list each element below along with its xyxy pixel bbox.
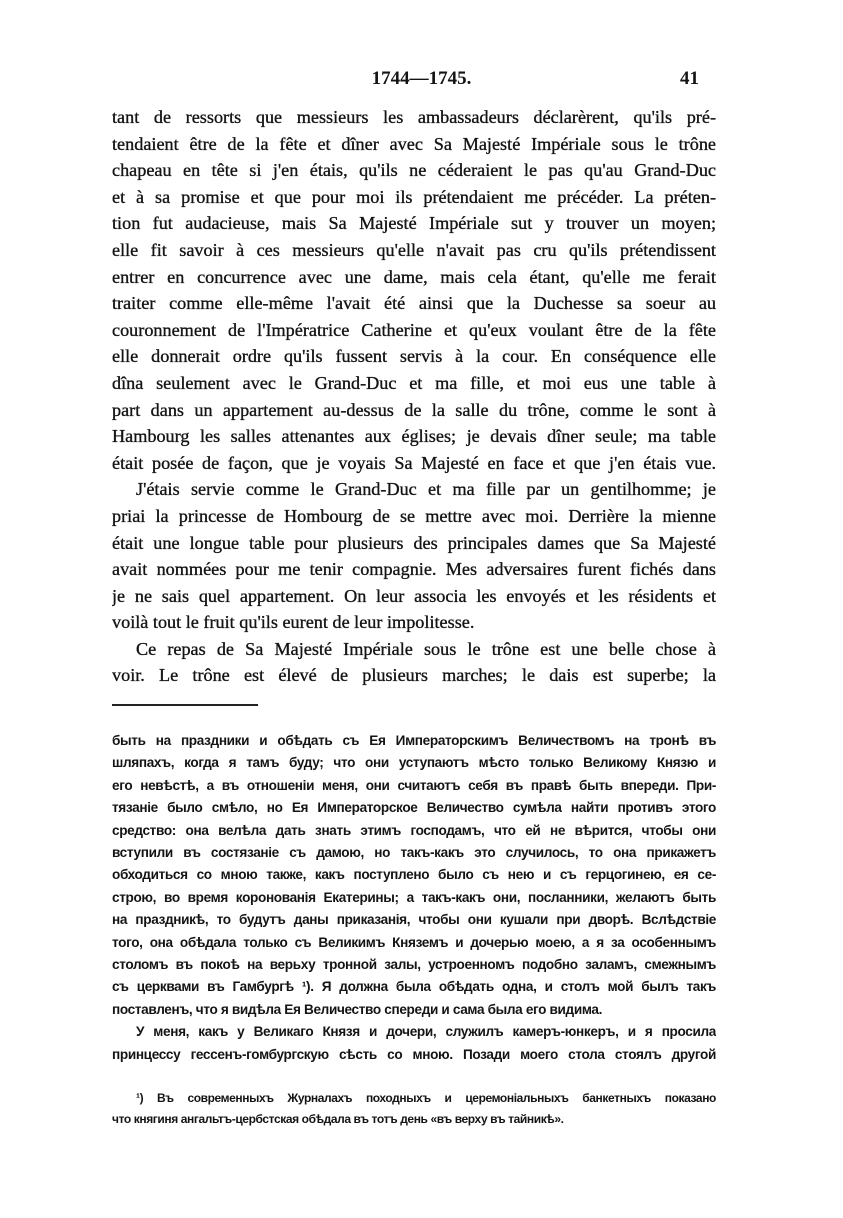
russian-line: шляпахъ, когда я тамъ буду; что они уступаютъ мѣсто только Великому Князю и	[112, 755, 716, 771]
french-line: était posée de façon, que je voyais Sa Majesté en face et que j'en étais vue.	[112, 452, 716, 473]
page-number: 41	[680, 68, 699, 89]
french-line: entrer en concurrence avec une dame, mais cela étant, qu'elle me ferait	[112, 266, 716, 287]
french-line: Hambourg les salles attenantes aux églises; je devais dîner seule; ma table	[112, 426, 716, 447]
french-line: chapeau en tête si j'en étais, qu'ils ne céderaient le pas qu'au Grand-Duc	[112, 160, 716, 181]
french-line: traiter comme elle-même l'avait été ainsi que la Duchesse sa soeur au	[112, 293, 716, 314]
russian-line: его невѣстѣ, а въ отношеніи меня, они считаютъ себя въ правѣ быть впереди. При-	[112, 777, 716, 793]
french-line: avait nommées pour me tenir compagnie. Mes adversaires furent fichés dans	[112, 559, 716, 580]
footnote-line: что княгиня ангальтъ-цербстская обѣдала въ тотъ день «въ верху въ тайникѣ».	[112, 1112, 564, 1126]
french-line: priai la princesse de Hombourg de se mettre avec moi. Derrière la mienne	[112, 505, 716, 526]
footnote	[112, 1088, 716, 1130]
russian-line: поставленъ, что я видѣла Ея Величество спереди и сама была его видима.	[112, 1001, 603, 1017]
russian-line: на праздникѣ, то будутъ даны приказанія, чтобы они кушали при дворѣ. Вслѣдствіе	[112, 912, 716, 928]
russian-translation	[112, 730, 716, 1066]
russian-line: средство: она велѣла дать знать этимъ господамъ, что ей не вѣрится, чтобы они	[112, 822, 716, 838]
french-text-body	[112, 104, 716, 689]
russian-line: тязаніе было смѣло, но Ея Императорское Величество сумѣла найти противъ этого	[112, 800, 716, 816]
russian-line: съ церквами въ Гамбургѣ ¹). Я должна была обѣдать одна, и столъ мой былъ такъ	[112, 979, 716, 995]
french-line: je ne sais quel appartement. On leur associa les envoyés et les résidents et	[112, 585, 716, 606]
russian-line: столомъ въ покоѣ на верьху тронной залы, устроенномъ подобно заламъ, смежнымъ	[112, 957, 716, 973]
french-line: elle donnerait ordre qu'ils fussent servis à la cour. En conséquence elle	[112, 346, 716, 367]
russian-line: обходиться со мною также, какъ поступлено было съ нею и съ герцогинею, ея се-	[112, 867, 716, 883]
russian-line: У меня, какъ у Великаго Князя и дочери, служилъ камеръ-юнкеръ, и я просила	[136, 1024, 716, 1040]
russian-line: быть на праздники и обѣдать съ Ея Императорскимъ Величествомъ на тронѣ въ	[112, 733, 716, 748]
footnote-line: ¹) Въ современныхъ Журналахъ походныхъ и церемоніальныхъ банкетныхъ показано	[136, 1091, 716, 1105]
french-line: dîna seulement avec le Grand-Duc et ma fille, et moi eus une table à	[112, 372, 716, 393]
french-line: voilà tout le fruit qu'ils eurent de leur impolitesse.	[112, 612, 475, 633]
french-line: et à sa promise et que pour moi ils prétendaient me précéder. La préten-	[112, 186, 716, 207]
russian-line: вступили въ состязаніе съ дамою, но такъ-какъ это случилось, то она прикажетъ	[112, 845, 716, 861]
french-line: J'étais servie comme le Grand-Duc et ma fille par un gentilhomme; je	[136, 479, 716, 500]
french-line: était une longue table pour plusieurs des principales dames que Sa Majesté	[112, 532, 716, 553]
french-line: Ce repas de Sa Majesté Impériale sous le trône est une belle chose à	[136, 638, 716, 659]
french-line: couronnement de l'Impératrice Catherine et qu'eux voulant être de la fête	[112, 319, 716, 340]
russian-line: строю, во время коронованія Екатерины; а такъ-какъ они, посланники, желаютъ быть	[112, 889, 716, 905]
french-line: elle fit savoir à ces messieurs qu'elle n'avait pas cru qu'ils prétendissent	[112, 239, 716, 260]
french-line: tant de ressorts que messieurs les ambassadeurs déclarèrent, qu'ils pré-	[112, 107, 716, 127]
french-line: part dans un appartement au-dessus de la salle du trône, comme le sont à	[112, 399, 716, 420]
russian-line: того, она обѣдала только съ Великимъ Княземъ и дочерью моею, а я за особеннымъ	[112, 934, 716, 950]
french-line: tion fut audacieuse, mais Sa Majesté Impériale sut y trouver un moyen;	[112, 213, 716, 234]
french-line: tendaient être de la fête et dîner avec Sa Majesté Impériale sous le trône	[112, 133, 716, 154]
running-title: 1744—1745.	[371, 68, 472, 89]
russian-line: принцессу гессенъ-гомбургскую сѣсть со мною. Позади моего стола стоялъ другой	[112, 1046, 716, 1062]
french-line: voir. Le trône est élevé de plusieurs marches; le dais est superbe; la	[112, 665, 716, 686]
footnote-divider	[112, 704, 258, 706]
